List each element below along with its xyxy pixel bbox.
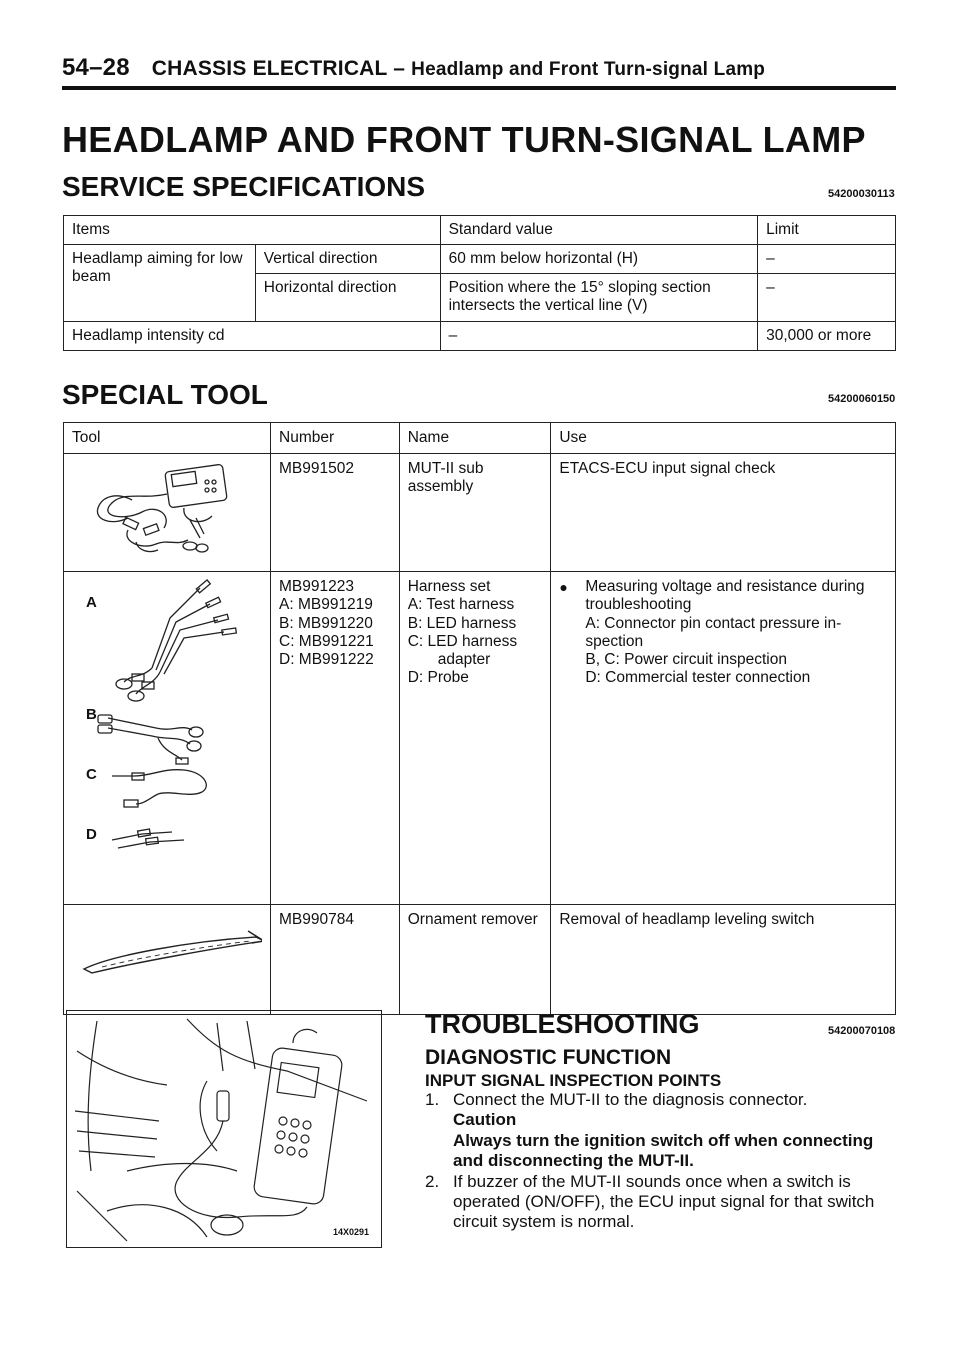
caution-text: Always turn the ignition switch off when connecting and disconnecting the MUT-II. [453, 1130, 874, 1171]
name-line: D: Probe [407, 668, 469, 686]
name-line: B: LED harness [407, 614, 517, 632]
ornament-remover-illustration [72, 911, 262, 981]
label-a: A [86, 594, 97, 612]
sub-item-cell: Vertical direction [255, 245, 440, 274]
tool-illustration-cell [64, 572, 271, 905]
item-cell: Headlamp aiming for low beam [64, 245, 256, 321]
header-name: Name [399, 423, 551, 454]
use-bullet [559, 578, 887, 614]
name-cell: Ornament remover [399, 905, 551, 1015]
step-number: 2. [425, 1171, 440, 1191]
name-cell: MUT-II sub assembly [399, 454, 551, 572]
section-subject: Headlamp and Front Turn-signal Lamp [411, 59, 766, 80]
number-line: A: MB991219 [279, 596, 373, 614]
harness-drawings [72, 578, 262, 898]
header-items: Items [64, 216, 441, 245]
value-cell: Position where the 15° sloping section intersects the vertical line (V) [440, 274, 758, 321]
table-row [64, 245, 896, 274]
header-tool: Tool [64, 423, 271, 454]
table-row [64, 454, 896, 572]
step-number: 1. [425, 1090, 440, 1109]
item-cell: Headlamp intensity cd [64, 321, 441, 350]
page-header [62, 54, 765, 82]
number-cell: MB991502 [271, 454, 400, 572]
figure-code: 14X0291 [332, 1227, 369, 1237]
name-cell [399, 572, 551, 905]
use-cell: ETACS-ECU input signal check [551, 454, 896, 572]
input-signal-heading: INPUT SIGNAL INSPECTION POINTS [425, 1071, 722, 1090]
number-line: B: MB991220 [279, 614, 373, 632]
use-d: D: Commercial tester connection [585, 668, 811, 686]
tool-illustration-cell [64, 454, 271, 572]
chapter-title: CHASSIS ELECTRICAL – [151, 57, 406, 80]
service-specs-table [63, 215, 896, 351]
troubleshooting-title: TROUBLESHOOTING [425, 1009, 700, 1039]
troubleshooting-code: 54200070108 [828, 1025, 896, 1037]
step-1 [425, 1090, 903, 1110]
procedure-steps [425, 1090, 903, 1233]
value-cell: – [440, 321, 758, 350]
mut-ii-illustration [72, 460, 262, 560]
use-cell: Removal of headlamp leveling switch [551, 905, 896, 1015]
label-d: D [86, 826, 97, 844]
page-title: HEADLAMP AND FRONT TURN-SIGNAL LAMP [62, 119, 866, 160]
limit-cell: – [758, 274, 896, 321]
table-row [64, 321, 896, 350]
caution-label: Caution [453, 1110, 517, 1130]
tool-illustration-cell [64, 905, 271, 1015]
number-cell: MB990784 [271, 905, 400, 1015]
label-c: C [86, 766, 97, 784]
use-bc: B, C: Power circuit inspection [585, 650, 787, 668]
header-standard-value: Standard value [440, 216, 758, 245]
special-tool-table [63, 422, 896, 1015]
value-cell: 60 mm below horizontal (H) [440, 245, 758, 274]
table-row [64, 572, 896, 905]
step-2 [425, 1172, 903, 1233]
page-number: 54–28 [62, 54, 130, 81]
use-a: A: Connector pin contact pressure in-spection [585, 614, 842, 650]
name-line: Harness set [407, 578, 491, 596]
label-b: B [86, 706, 97, 724]
header-rule [62, 86, 896, 90]
sub-item-cell: Horizontal direction [255, 274, 440, 321]
special-tool-title: SPECIAL TOOL [62, 379, 268, 410]
name-line: adapter [437, 650, 491, 668]
header-number: Number [271, 423, 400, 454]
step-text: If buzzer of the MUT-II sounds once when a switch is operated (ON/OFF), the ECU input signal for that switch circuit system is normal. [453, 1171, 875, 1232]
service-specs-title: SERVICE SPECIFICATIONS [62, 171, 426, 202]
name-line: C: LED harness [407, 632, 518, 650]
number-cell [271, 572, 400, 905]
use-bullet-text: Measuring voltage and resistance during troubleshooting [585, 578, 865, 614]
header-limit: Limit [758, 216, 896, 245]
limit-cell: – [758, 245, 896, 274]
number-line: D: MB991222 [279, 650, 374, 668]
dashboard-connection-drawing [67, 1011, 381, 1247]
name-line: A: Test harness [407, 596, 515, 614]
table-header-row [64, 423, 896, 454]
step-text: Connect the MUT-II to the diagnosis connector. [453, 1090, 808, 1109]
use-cell [551, 572, 896, 905]
number-line: MB991223 [279, 578, 354, 596]
diagnostic-function-heading: DIAGNOSTIC FUNCTION [425, 1046, 672, 1069]
mut-ii-connection-figure [66, 1010, 382, 1248]
bullet-icon: ● [559, 579, 568, 596]
number-line: C: MB991221 [279, 632, 374, 650]
limit-cell: 30,000 or more [758, 321, 896, 350]
special-tool-code: 54200060150 [828, 393, 896, 405]
table-row [64, 905, 896, 1015]
header-use: Use [551, 423, 896, 454]
service-specs-code: 54200030113 [828, 188, 895, 200]
table-header-row [64, 216, 896, 245]
harness-set-illustration [72, 578, 262, 898]
